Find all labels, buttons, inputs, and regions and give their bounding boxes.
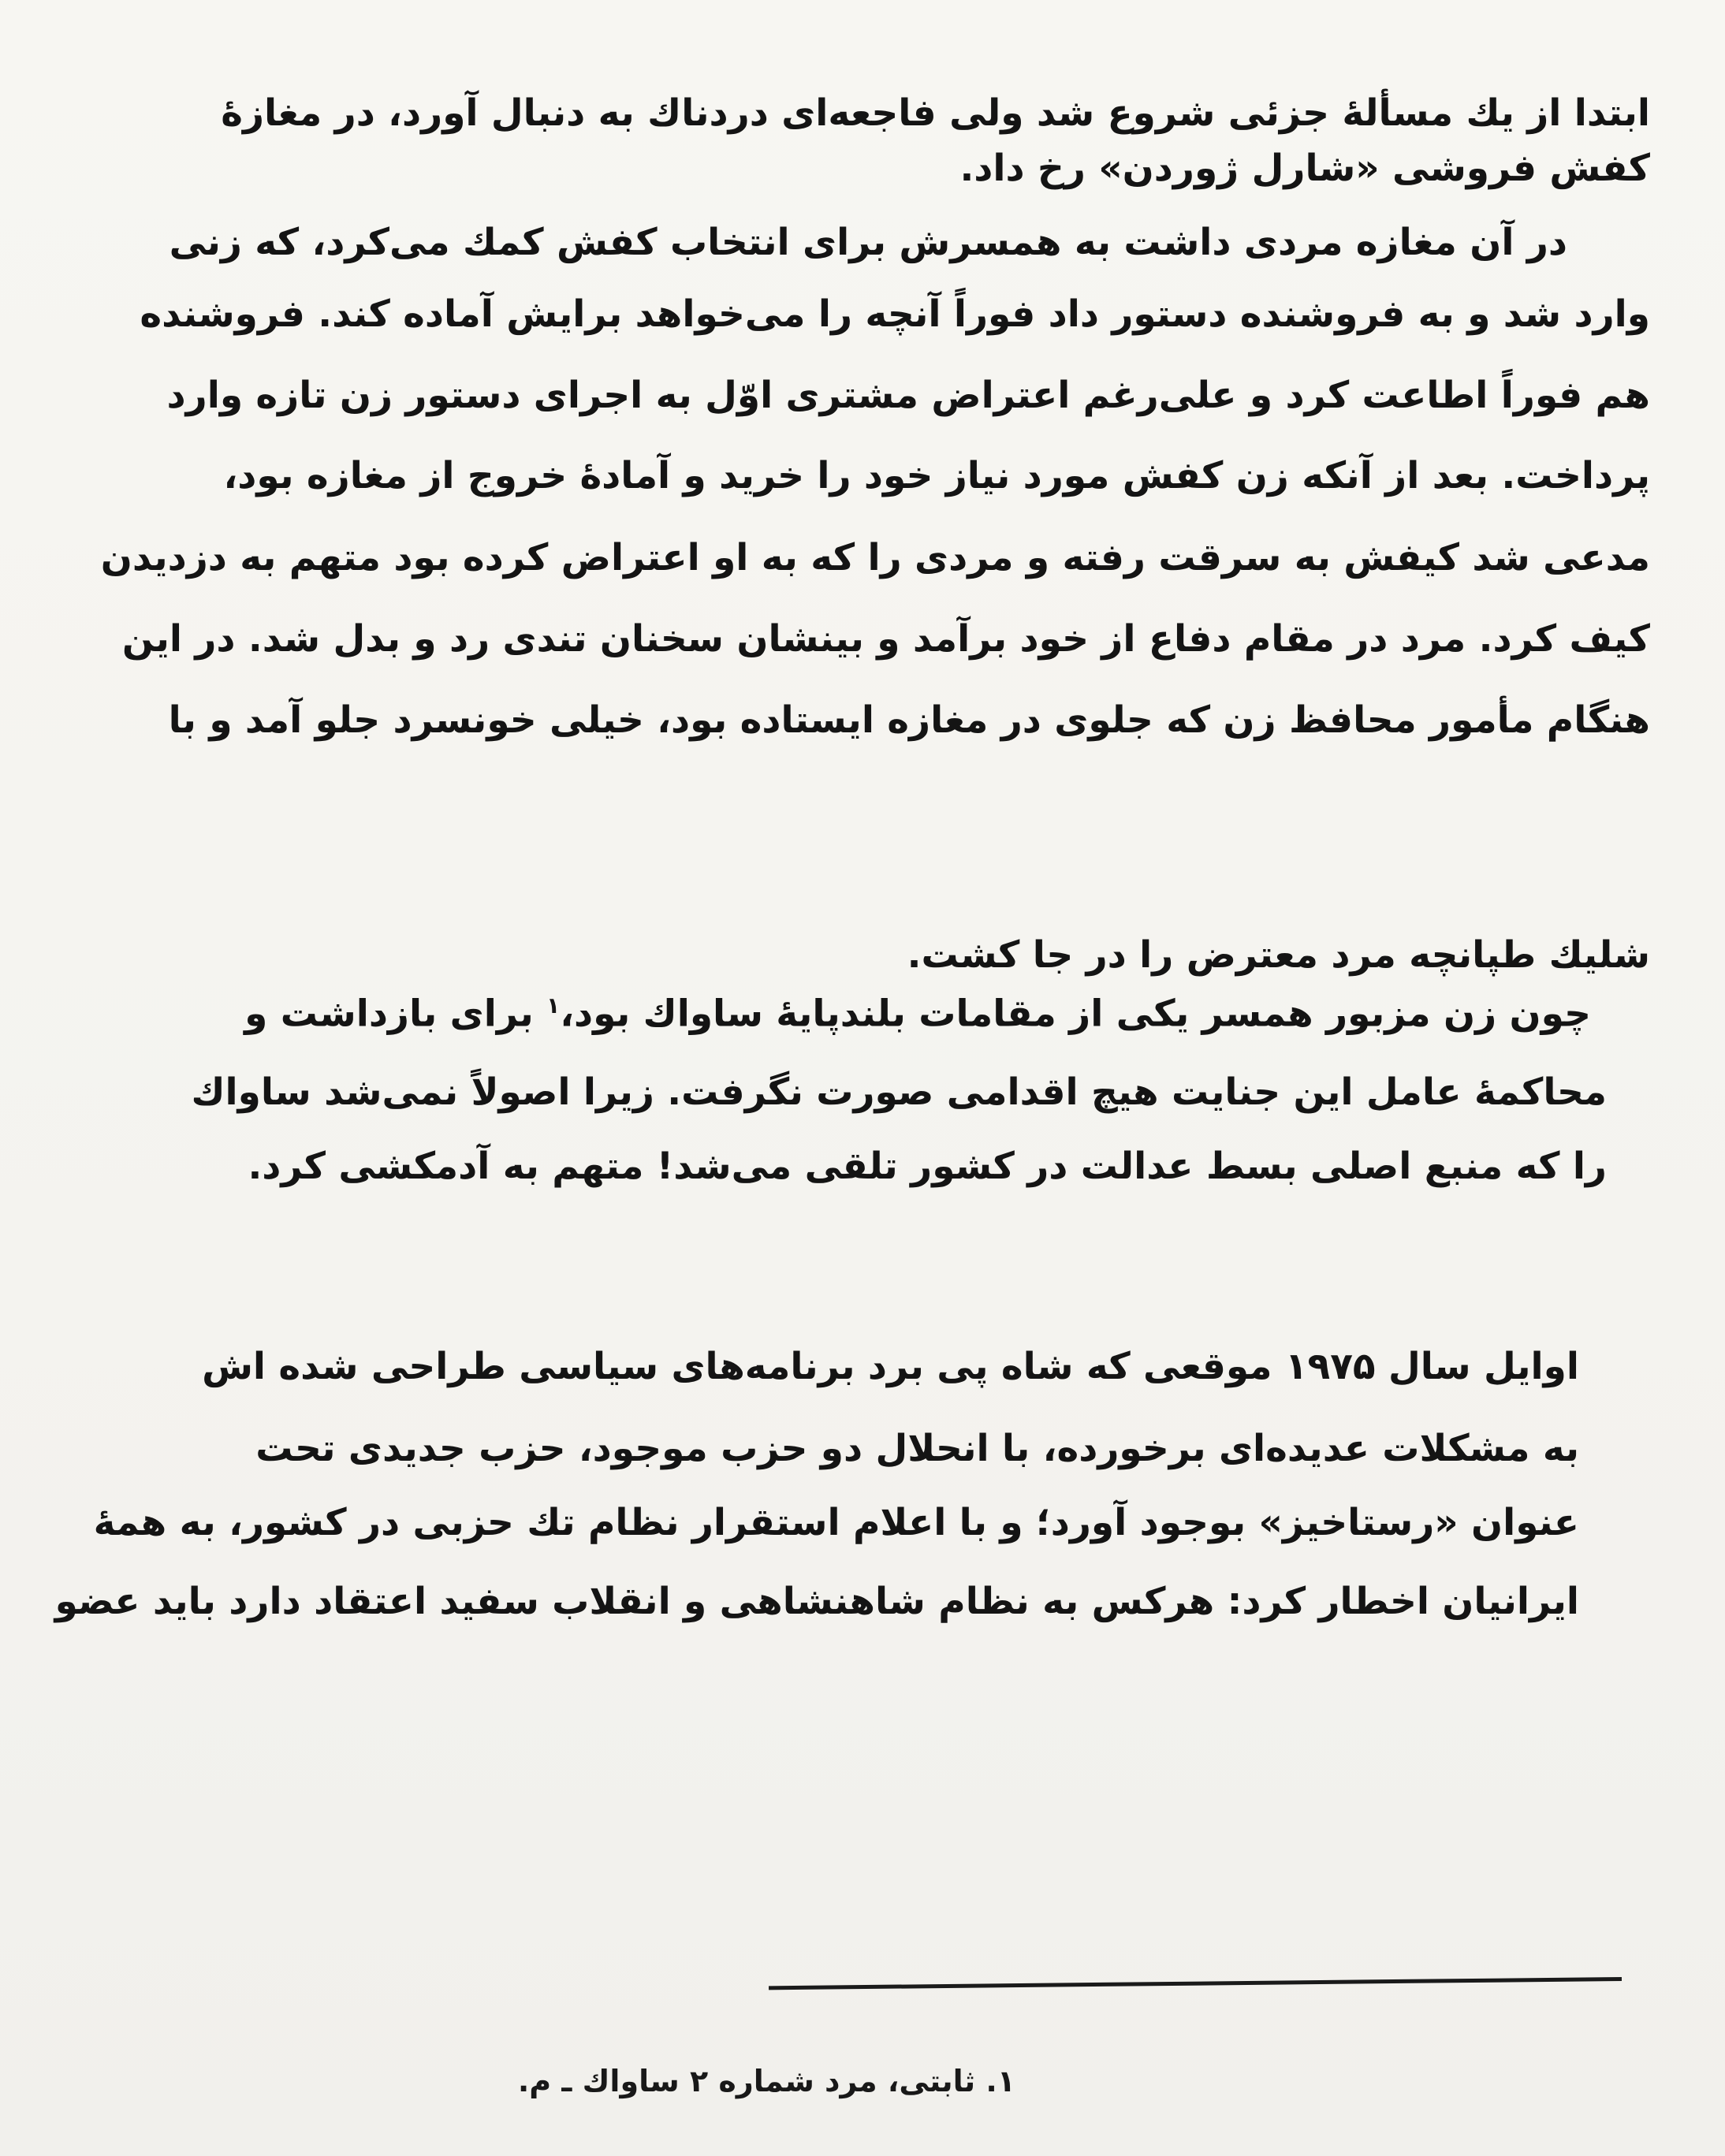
text-line-9: هنگام مأمور محافظ زن که جلوی در مغازه ایستاده بود، خیلی خونسرد جلو آمد و با [168,698,1650,742]
text-line-10: شلیك طپانچه مرد معترض را در جا کشت. [907,933,1650,977]
text-line-15: به مشکلات عدیده‌ای برخورده، با انحلال دو حزب موجود، حزب جدیدی تحت [255,1427,1579,1470]
text-line-17: ایرانیان اخطار کرد: هرکس به نظام شاهنشاهی و انقلاب سفید اعتقاد دارد باید عضو [54,1580,1579,1623]
text-line-6: پرداخت. بعد از آنکه زن کفش مورد نیاز خود را خرید و آمادهٔ خروج از مغازه بود، [223,454,1650,497]
text-line-5: هم فوراً اطاعت کرد و علی‌رغم اعتراض مشتری اوّل به اجرای دستور زن تازه وارد [166,374,1650,417]
text-line-4: وارد شد و به فروشنده دستور داد فوراً آنچه را می‌خواهد برایش آماده کند. فروشنده [140,292,1650,336]
text-line-13: را که منبع اصلی بسط عدالت در کشور تلقی می‌شد! متهم به آدمکشی کرد. [248,1145,1607,1188]
text-line-16: عنوان «رستاخیز» بوجود آورد؛ و با اعلام استقرار نظام تك حزبی در کشور، به همهٔ [93,1501,1579,1544]
text-line-1: ابتدا از یك مسألهٔ جزئی شروع شد ولی فاجعه‌ای دردناك به دنبال آورد، در مغازهٔ [221,91,1650,135]
text-line-12: محاکمهٔ عامل این جنایت هیچ اقدامی صورت نگرفت. زیرا اصولاً نمی‌شد ساواك [191,1071,1607,1114]
footnote-divider [769,1977,1622,1990]
text-line-7: مدعی شد کیفش به سرقت رفته و مردی را که به او اعتراض کرده بود متهم به دزدیدن [100,536,1650,579]
text-line-2: کفش فروشی «شارل ژوردن» رخ داد. [959,147,1650,190]
text-line-3: در آن مغازه مردی داشت به همسرش برای انتخاب کفش کمك می‌کرد، که زنی [169,221,1567,264]
text-line-14: اوایل سال ۱۹۷۵ موقعی که شاه پی برد برنامه‌های سیاسی طراحی شده اش [202,1345,1579,1388]
text-line-8: کیف کرد. مرد در مقام دفاع از خود برآمد و بینشان سخنان تندی رد و بدل شد. در این [121,617,1650,661]
footnote-marker: ۱ [546,992,561,1018]
paragraph-3-start: چون زن مزبور همسر یکی از مقامات بلندپایهٔ ساواك بود، [560,992,1591,1036]
footnote-text: ۱. ثابتی، مرد شماره ۲ ساواك ـ م. [517,2064,1015,2098]
paragraph-3-end: برای بازداشت و [244,992,534,1036]
text-line-11 [244,992,1591,1036]
